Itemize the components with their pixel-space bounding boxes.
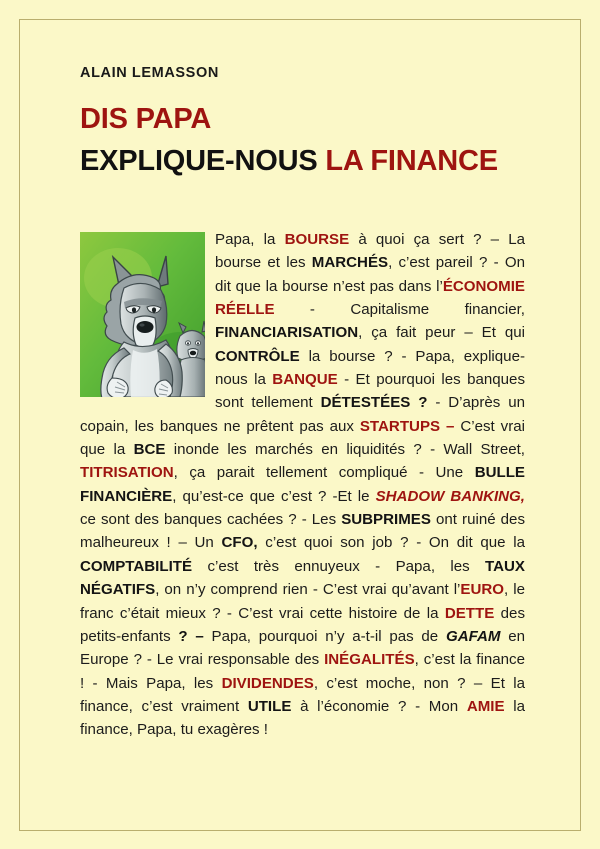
blurb-keyword-3: MARCHÉS [311, 254, 389, 272]
blurb-keyword-13: DÉTESTÉES ? [320, 394, 428, 412]
blurb-keyword-35: DETTE [444, 604, 495, 622]
blurb-keyword-9: CONTRÔLE [215, 347, 300, 365]
blurb-keyword-27: CFO, [221, 534, 258, 552]
blurb-keyword-17: BCE [133, 441, 166, 459]
blurb-keyword-21: BULLE FINANCIÈRE [80, 464, 525, 505]
blurb-keyword-23: SHADOW BANKING, [375, 487, 525, 505]
blurb-keyword-25: SUBPRIMES [341, 511, 431, 529]
cover-content [80, 0, 525, 849]
blurb-keyword-39: GAFAM [445, 627, 501, 645]
blurb-keyword-33: EURO [460, 581, 505, 599]
blurb-content: Papa, la BOURSE à quoi ça sert ? – La bourse et les MARCHÉS, c’est pareil ? - On dit que la bourse n’est pas dans l’ÉCONOMIE RÉELLE - Capitalisme financier, FINANCIARISATION, ça fait peur – Et qui CONTRÔLE la bourse ? - Papa, explique-nous la BANQUE - Et pourquoi les banques sont tellement DÉTESTÉES ? - D’après un copain, les banques ne prêtent pas aux STARTUPS – C’est vrai que la BCE inonde les marchés en liquidités ? - Wall Street, TITRISATION, ça parait tellement compliqué - Une BULLE FINANCIÈRE, qu’est-ce que c’est ? -Et le SHADOW BANKING, ce sont des banques cachées ? - Les SUBPRIMES ont ruiné des malheureux ! – Un CFO, c’est quoi son job ? - On dit que la COMPTABILITÉ c’est très ennuyeux - Papa, les TAUX NÉGATIFS, on n’y comprend rien - C’est vrai qu’avant l’EURO, le franc c’était mieux ? - C’est vrai cette histoire de la DETTE des petits-enfants ? – Papa, pourquoi n’y a-t-il pas de GAFAM en Europe ? - Le vrai responsable des INÉGALITÉS, c’est la finance ! - Mais Papa, les DIVIDENDES, c’est moche, non ? – Et la finance, c’est vraiment UTILE à l’économie ? - Mon AMIE la finance, Papa, tu exagères ! [80, 231, 526, 739]
blurb-keyword-47: AMIE [466, 697, 505, 715]
illustration-text-wrap-spacer [80, 228, 215, 400]
author-name: ALAIN LEMASSON [80, 65, 219, 81]
blurb-keyword-45: UTILE [247, 697, 292, 715]
title-line-2 [80, 140, 525, 182]
cover-blurb-text [80, 228, 525, 742]
blurb-keyword-41: INÉGALITÉS [324, 651, 415, 669]
blurb-keyword-15: STARTUPS – [359, 417, 455, 435]
blurb-keyword-5: ÉCONOMIE RÉELLE [215, 277, 525, 319]
blurb-keyword-1: BOURSE [284, 231, 350, 248]
title-dis-papa: DIS PAPA [80, 103, 212, 135]
blurb-keyword-31: TAUX NÉGATIFS [80, 557, 525, 599]
blurb-keyword-19: TITRISATION [80, 464, 174, 482]
blurb-keyword-29: COMPTABILITÉ [80, 557, 193, 575]
book-title [80, 98, 525, 182]
title-explique-nous: EXPLIQUE-NOUS [80, 145, 326, 178]
blurb-keyword-11: BANQUE [272, 371, 338, 389]
title-line-1 [80, 98, 525, 140]
blurb-keyword-43: DIVIDENDES [221, 674, 314, 692]
blurb-keyword-7: FINANCIARISATION [215, 324, 359, 342]
blurb-keyword-37: ? – [178, 627, 204, 645]
title-la-finance: LA FINANCE [325, 145, 498, 178]
